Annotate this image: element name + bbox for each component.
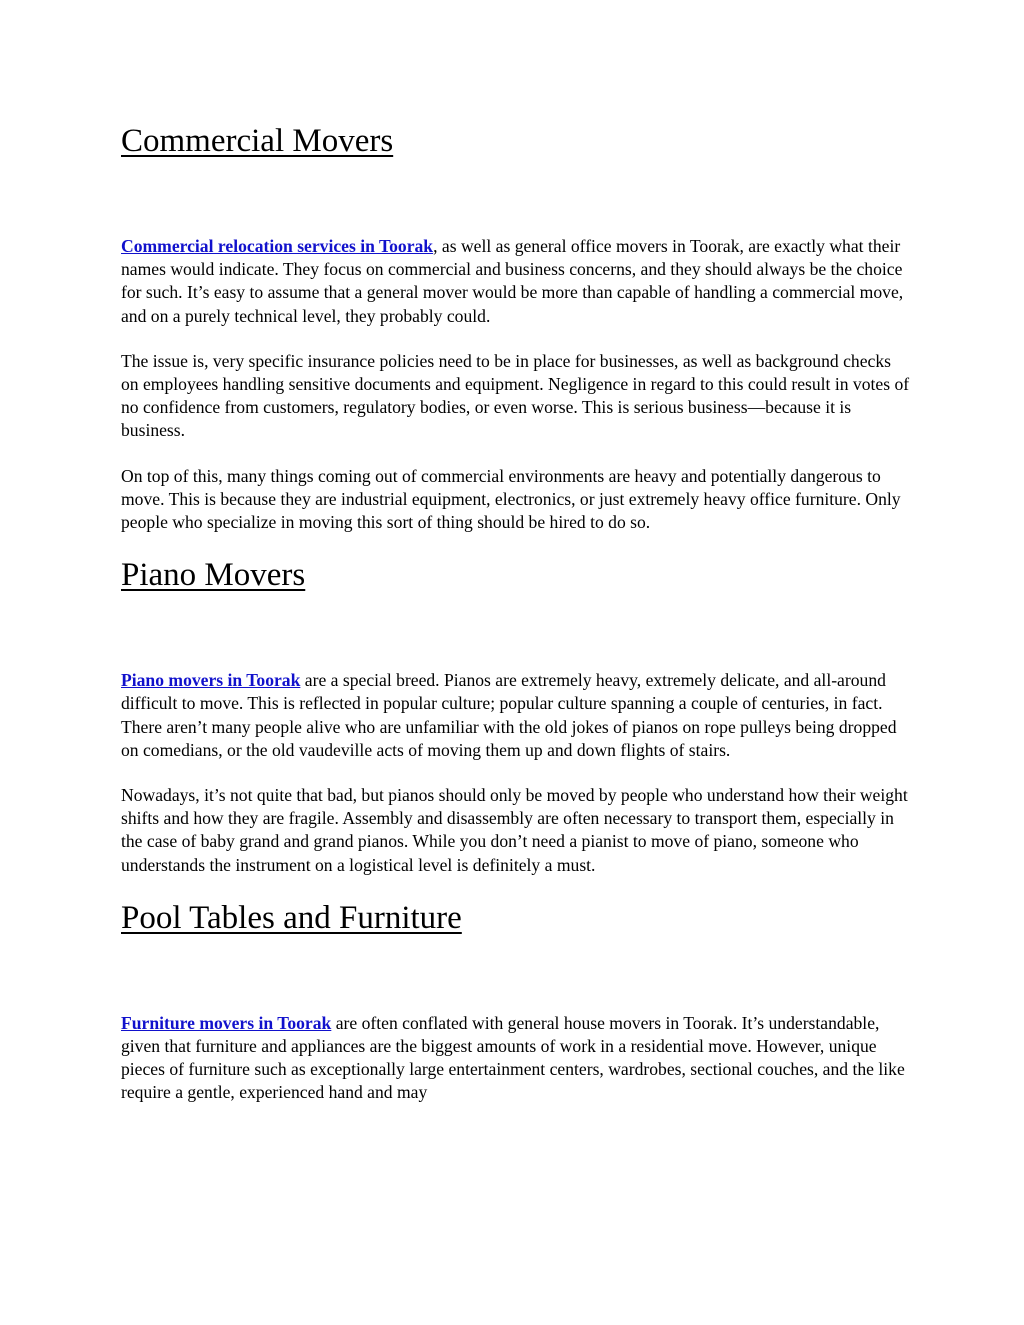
heading-commercial-movers: Commercial Movers	[121, 123, 394, 159]
paragraph-commercial-insurance: The issue is, very specific insurance policies need to be in place for businesses, as well as background checks on employees handling sensitive documents and equipment. Negligence in regard to this could result in votes of no confidence from customers, regulatory bodies, or even worse. This is serious business—because it is business.	[121, 350, 910, 441]
paragraph-furniture-intro	[121, 1012, 911, 1105]
paragraph-piano-intro	[121, 669, 911, 762]
link-furniture-movers[interactable]: Furniture movers in Toorak	[121, 1012, 332, 1033]
link-piano-movers[interactable]: Piano movers in Toorak	[121, 670, 301, 691]
heading-piano-movers: Piano Movers	[121, 557, 306, 594]
paragraph-commercial-intro-text: , as well as general office movers in Toorak, are exactly what their names would indicate. They focus on commercial and business concerns, and they should always be the choice for such. It’s easy to assume that a general mover would be more than capable of handling a commercial move, and on a purely technical level, they probably could.	[121, 236, 904, 326]
document-page	[121, 0, 911, 1105]
paragraph-piano-intro-text: are a special breed. Pianos are extremely heavy, extremely delicate, and all-around difficult to move. This is reflected in popular culture; popular culture spanning a couple of centuries, in fact. There aren’t many people alive who are unfamiliar with the old jokes of pianos on rope pulleys being dropped on comedians, or the old vaudeville acts of moving them up and down flights of stairs.	[121, 670, 897, 760]
paragraph-piano-nowadays: Nowadays, it’s not quite that bad, but pianos should only be moved by people who understand how their weight shifts and how they are fragile. Assembly and disassembly are often necessary to transport them, especially in the case of baby grand and grand pianos. While you don’t need a pianist to move of piano, someone who understands the instrument on a logistical level is definitely a must.	[121, 785, 908, 875]
heading-pool-tables-furniture: Pool Tables and Furniture	[121, 899, 462, 936]
paragraph-commercial-equipment: On top of this, many things coming out of commercial environments are heavy and potentially dangerous to move. This is because they are industrial equipment, electronics, or just extremely heavy office furniture. Only people who specialize in moving this sort of thing should be hired to do so.	[121, 465, 901, 533]
link-commercial-relocation[interactable]: Commercial relocation services in Toorak	[121, 236, 434, 256]
paragraph-commercial-intro	[121, 235, 911, 328]
paragraph-furniture-intro-text: are often conflated with general house movers in Toorak. It’s understandable, given that furniture and appliances are the biggest amounts of work in a residential move. However, unique pieces of furniture such as exceptionally large entertainment centers, wardrobes, sectional couches, and the like require a gentle, experienced hand and may	[121, 1012, 905, 1103]
